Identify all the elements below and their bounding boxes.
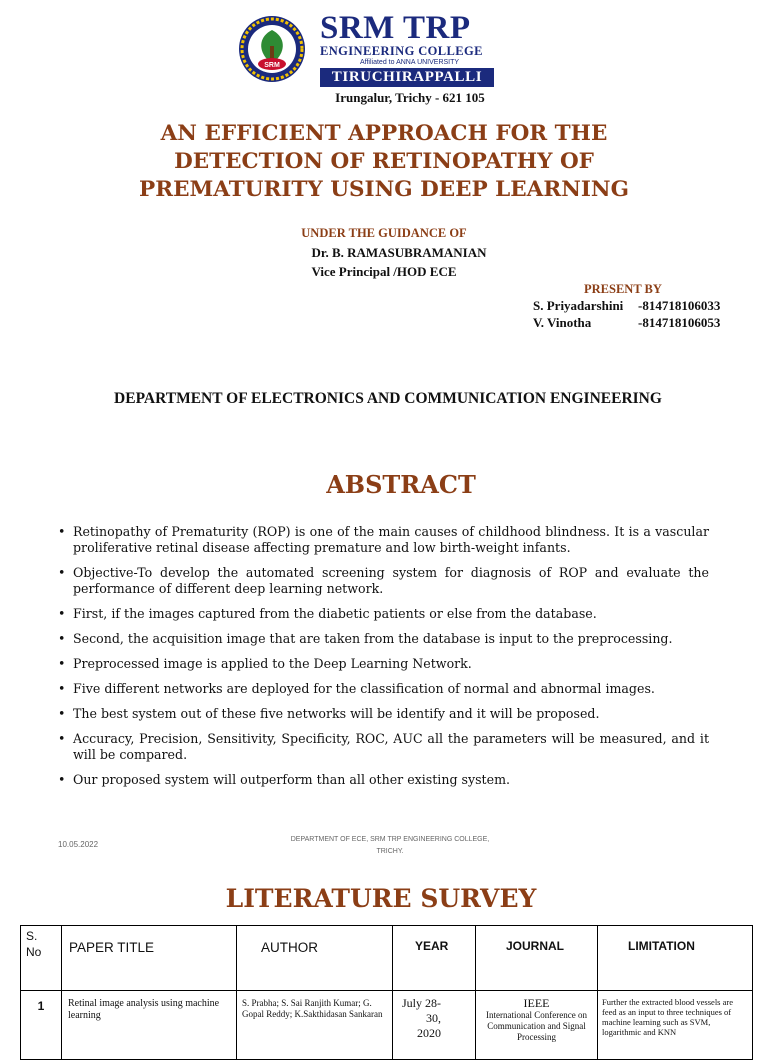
project-title-line-3: PREMATURITY USING DEEP LEARNING <box>139 177 629 202</box>
abstract-point: • Five different networks are deployed for the classification of normal and abnormal images. <box>58 681 709 697</box>
guide-role: Vice Principal /HOD ECE <box>311 264 457 279</box>
presenter-id: -814718106033 <box>638 298 721 313</box>
cell-journal <box>476 991 598 1060</box>
abstract-point: • Second, the acquisition image that are taken from the database is input to the preprocessing. <box>58 631 709 647</box>
column-header-sno-line-1: S. <box>26 929 38 943</box>
college-city: TIRUCHIRAPPALLI <box>320 68 494 87</box>
cell-year <box>393 991 476 1060</box>
presenter-row <box>0 298 768 314</box>
presenters-heading: PRESENT BY <box>584 282 662 296</box>
cell-year-line-1: July 28-30, <box>402 996 441 1025</box>
cell-sno: 1 <box>21 991 62 1060</box>
column-header-sno-line-2: No <box>26 945 42 959</box>
column-header-sno <box>21 926 62 991</box>
department-name: DEPARTMENT OF ELECTRONICS AND COMMUNICATION ENGINEERING <box>114 390 662 407</box>
cell-limitation: Further the extracted blood vessels are feed as an input to three techniques of machine learning such as SVM, logarithmic and KNN <box>598 991 753 1060</box>
abstract-heading: ABSTRACT <box>326 470 476 499</box>
college-name-block <box>320 12 495 87</box>
abstract-point: • Retinopathy of Prematurity (ROP) is one of the main causes of childhood blindness. It is a vascular proliferative retinal disease affecting premature and low birth-weight infants. <box>58 524 709 556</box>
abstract-point: • Accuracy, Precision, Sensitivity, Specificity, ROC, AUC all the parameters will be measured, and it will be compared. <box>58 731 709 763</box>
table-row <box>21 991 753 1060</box>
column-header-journal: JOURNAL <box>476 926 598 991</box>
college-name: SRM TRP <box>320 10 471 46</box>
column-header-title: PAPER TITLE <box>62 926 237 991</box>
guide-name: Dr. B. RAMASUBRAMANIAN <box>311 245 487 260</box>
table-header-row <box>21 926 753 991</box>
abstract-point: • Our proposed system will outperform than all other existing system. <box>58 772 709 788</box>
cell-year-line-2: 2020 <box>417 1026 441 1040</box>
literature-table <box>20 925 753 1060</box>
college-address: Irungalur, Trichy - 621 105 <box>335 90 485 105</box>
presenter-id: -814718106053 <box>638 315 721 330</box>
cell-paper-title: Retinal image analysis using machine learning <box>62 991 237 1060</box>
project-title <box>80 120 688 204</box>
college-logo <box>230 14 314 84</box>
footer-department-line-2: TRICHY. <box>376 848 404 855</box>
cell-journal-title: IEEE <box>523 996 550 1010</box>
cell-journal-detail: International Conference on Communication and Signal Processing <box>486 1010 587 1042</box>
column-header-year: YEAR <box>393 926 476 991</box>
guidance-heading: UNDER THE GUIDANCE OF <box>301 226 467 240</box>
abstract-list <box>58 524 709 797</box>
abstract-point: • First, if the images captured from the diabetic patients or else from the database. <box>58 606 709 622</box>
logo-text: SRM <box>264 62 280 69</box>
abstract-point: • Objective-To develop the automated screening system for diagnosis of ROP and evaluate the performance of different deep learning network. <box>58 565 709 597</box>
college-subtitle: ENGINEERING COLLEGE <box>320 44 483 58</box>
literature-survey-heading: LITERATURE SURVEY <box>225 884 537 913</box>
presenter-name: V. Vinotha <box>533 315 592 330</box>
footer-date: 10.05.2022 <box>58 840 99 849</box>
presenter-name: S. Priyadarshini <box>533 298 624 313</box>
footer-department <box>240 834 540 858</box>
column-header-limitation: LIMITATION <box>598 926 753 991</box>
project-title-line-2: DETECTION OF RETINOPATHY OF <box>174 149 594 174</box>
abstract-point: • Preprocessed image is applied to the Deep Learning Network. <box>58 656 709 672</box>
abstract-point: • The best system out of these five networks will be identify and it will be proposed. <box>58 706 709 722</box>
footer-department-line-1: DEPARTMENT OF ECE, SRM TRP ENGINEERING COLLEGE, <box>290 836 490 843</box>
cell-author: S. Prabha; S. Sai Ranjith Kumar; G. Gopal Reddy; K.Sakthidasan Sankaran <box>237 991 393 1060</box>
college-affiliation: Affiliated to ANNA UNIVERSITY <box>360 59 460 66</box>
presenter-row <box>0 315 768 331</box>
column-header-author: AUTHOR <box>237 926 393 991</box>
project-title-line-1: AN EFFICIENT APPROACH FOR THE <box>160 121 608 146</box>
